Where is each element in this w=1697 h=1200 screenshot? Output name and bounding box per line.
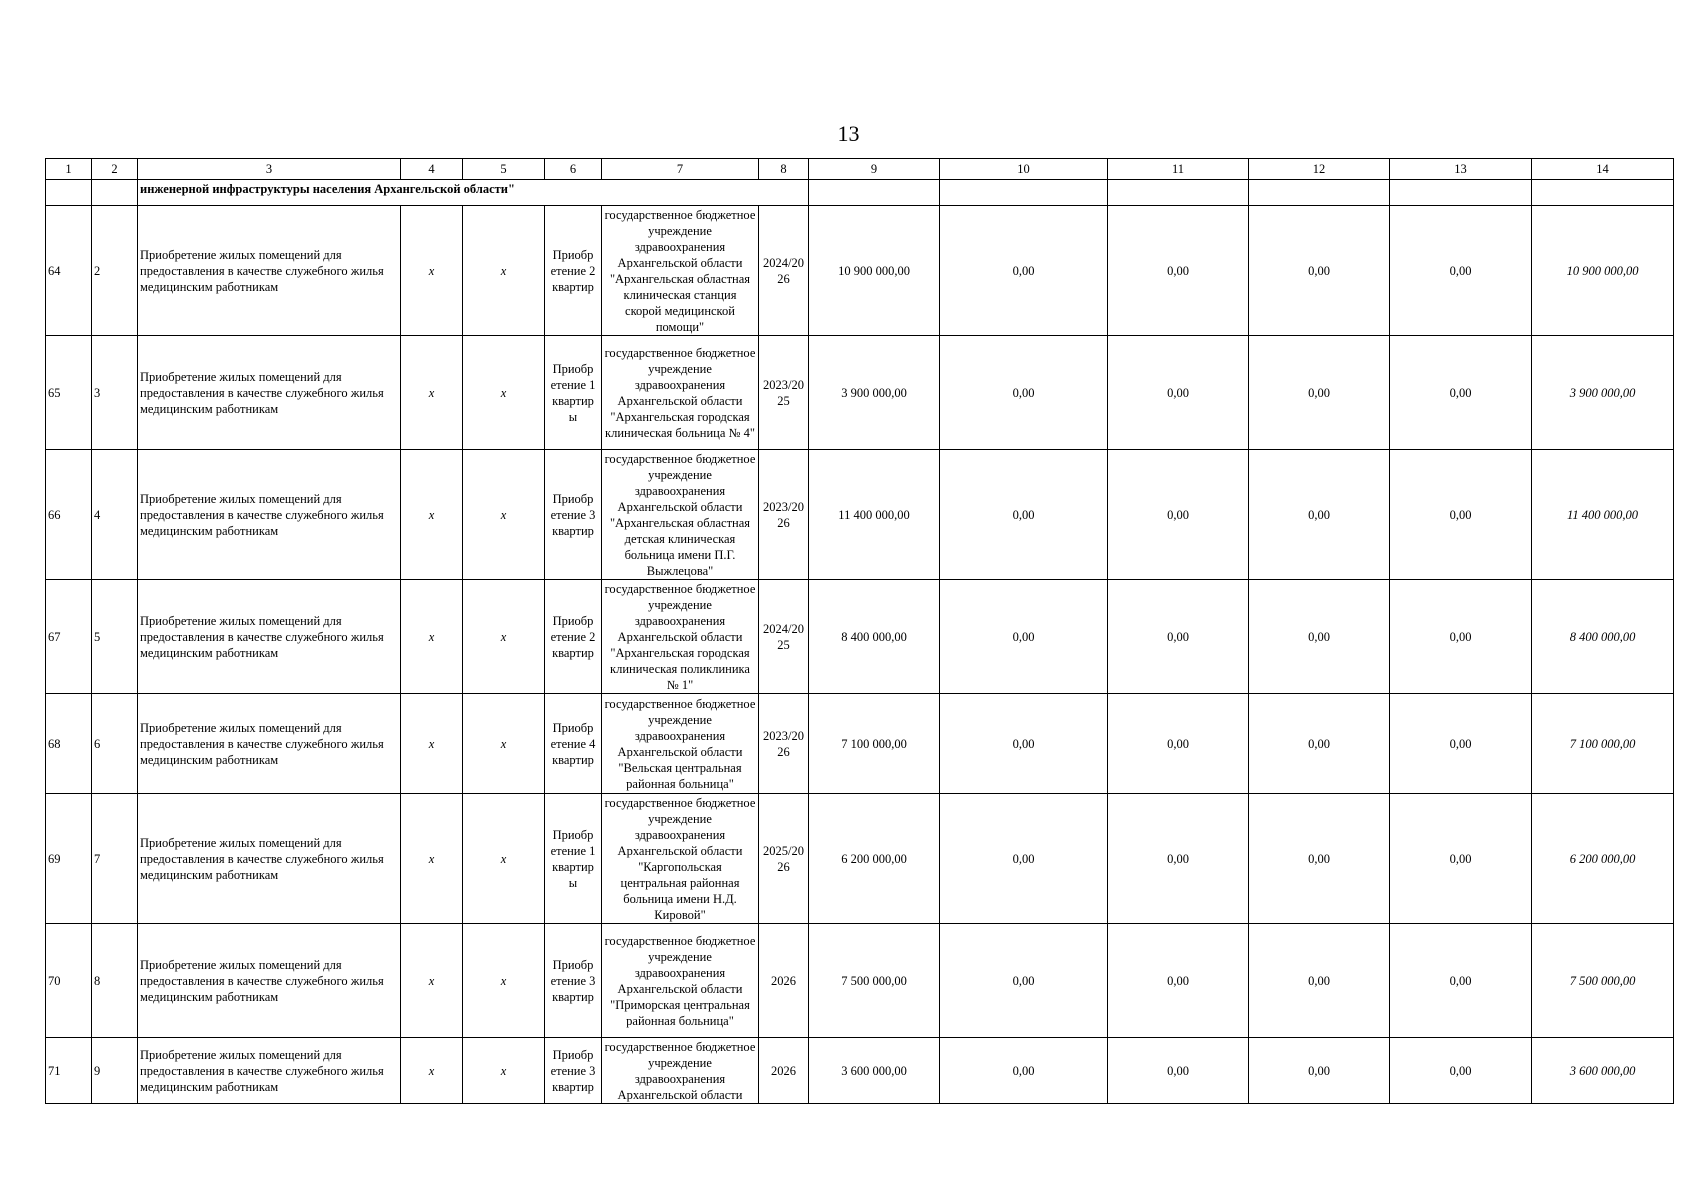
row-number: 64	[46, 206, 92, 336]
amount-total: 6 200 000,00	[1532, 794, 1674, 924]
table-row	[46, 694, 1674, 794]
col-5-value: x	[463, 336, 545, 450]
amount-col-9: 11 400 000,00	[809, 450, 940, 580]
col-4-value: x	[401, 1038, 463, 1104]
row-number: 65	[46, 336, 92, 450]
amount-col-9: 6 200 000,00	[809, 794, 940, 924]
table-row	[46, 924, 1674, 1038]
amount-total: 3 600 000,00	[1532, 1038, 1674, 1104]
row-number: 70	[46, 924, 92, 1038]
amount-total: 3 900 000,00	[1532, 336, 1674, 450]
section-header-row	[46, 180, 1674, 206]
amount-total: 7 100 000,00	[1532, 694, 1674, 794]
amount-col-13: 0,00	[1390, 794, 1532, 924]
amount-col-9: 3 900 000,00	[809, 336, 940, 450]
period: 2026	[759, 1038, 809, 1104]
amount-col-12: 0,00	[1249, 924, 1390, 1038]
amount-col-11: 0,00	[1108, 206, 1249, 336]
result-description: Приобр етение 2 квартир	[545, 580, 602, 694]
table-row	[46, 1038, 1674, 1104]
row-number: 71	[46, 1038, 92, 1104]
measure-name: Приобретение жилых помещений для предоставления в качестве служебного жилья медицинским работникам	[138, 794, 401, 924]
result-description: Приобр етение 1 квартир ы	[545, 794, 602, 924]
column-number: 11	[1108, 159, 1249, 180]
table-row	[46, 206, 1674, 336]
period: 2025/20 26	[759, 794, 809, 924]
amount-col-11: 0,00	[1108, 794, 1249, 924]
col-4-value: x	[401, 694, 463, 794]
amount-col-11: 0,00	[1108, 1038, 1249, 1104]
amount-col-10: 0,00	[940, 694, 1108, 794]
amount-col-10: 0,00	[940, 206, 1108, 336]
amount-total: 8 400 000,00	[1532, 580, 1674, 694]
institution-name: государственное бюджетное учреждение здравоохранения Архангельской области "Архангельская областная клиническая станция скорой медицинской помощи"	[602, 206, 759, 336]
col-5-value: x	[463, 1038, 545, 1104]
column-number: 5	[463, 159, 545, 180]
sub-number: 8	[92, 924, 138, 1038]
amount-col-13: 0,00	[1390, 450, 1532, 580]
measure-name: Приобретение жилых помещений для предоставления в качестве служебного жилья медицинским работникам	[138, 694, 401, 794]
amount-col-9: 8 400 000,00	[809, 580, 940, 694]
table-row	[46, 794, 1674, 924]
column-number: 14	[1532, 159, 1674, 180]
amount-col-12: 0,00	[1249, 1038, 1390, 1104]
amount-col-13: 0,00	[1390, 924, 1532, 1038]
column-number: 12	[1249, 159, 1390, 180]
amount-col-10: 0,00	[940, 1038, 1108, 1104]
period: 2023/20 25	[759, 336, 809, 450]
column-number: 9	[809, 159, 940, 180]
result-description: Приобр етение 3 квартир	[545, 1038, 602, 1104]
result-description: Приобр етение 2 квартир	[545, 206, 602, 336]
row-number: 68	[46, 694, 92, 794]
table-row	[46, 580, 1674, 694]
measure-name: Приобретение жилых помещений для предоставления в качестве служебного жилья медицинским работникам	[138, 206, 401, 336]
table-row	[46, 450, 1674, 580]
amount-col-10: 0,00	[940, 794, 1108, 924]
amount-col-13: 0,00	[1390, 336, 1532, 450]
column-number-row	[46, 159, 1674, 180]
column-number: 6	[545, 159, 602, 180]
amount-col-13: 0,00	[1390, 580, 1532, 694]
institution-name: государственное бюджетное учреждение здравоохранения Архангельской области "Архангельская городская клиническая поликлиника № 1"	[602, 580, 759, 694]
period: 2024/20 25	[759, 580, 809, 694]
table-row	[46, 336, 1674, 450]
amount-col-13: 0,00	[1390, 1038, 1532, 1104]
period: 2026	[759, 924, 809, 1038]
amount-col-9: 7 100 000,00	[809, 694, 940, 794]
amount-col-13: 0,00	[1390, 694, 1532, 794]
amount-col-13: 0,00	[1390, 206, 1532, 336]
amount-col-12: 0,00	[1249, 794, 1390, 924]
institution-name: государственное бюджетное учреждение здравоохранения Архангельской области	[602, 1038, 759, 1104]
amount-col-9: 10 900 000,00	[809, 206, 940, 336]
period: 2024/20 26	[759, 206, 809, 336]
col-4-value: x	[401, 924, 463, 1038]
amount-col-11: 0,00	[1108, 694, 1249, 794]
budget-table	[45, 158, 1674, 1104]
amount-total: 11 400 000,00	[1532, 450, 1674, 580]
page-number: 13	[837, 121, 860, 146]
amount-col-11: 0,00	[1108, 580, 1249, 694]
institution-name: государственное бюджетное учреждение здравоохранения Архангельской области "Вельская центральная районная больница"	[602, 694, 759, 794]
col-4-value: x	[401, 336, 463, 450]
result-description: Приобр етение 3 квартир	[545, 450, 602, 580]
column-number: 2	[92, 159, 138, 180]
col-4-value: x	[401, 580, 463, 694]
sub-number: 7	[92, 794, 138, 924]
column-number: 4	[401, 159, 463, 180]
period: 2023/20 26	[759, 694, 809, 794]
institution-name: государственное бюджетное учреждение здравоохранения Архангельской области "Архангельская областная детская клиническая больница имени П.Г. Выжлецова"	[602, 450, 759, 580]
period: 2023/20 26	[759, 450, 809, 580]
institution-name: государственное бюджетное учреждение здравоохранения Архангельской области "Архангельская городская клиническая больница № 4"	[602, 336, 759, 450]
amount-col-9: 3 600 000,00	[809, 1038, 940, 1104]
col-5-value: x	[463, 794, 545, 924]
col-4-value: x	[401, 450, 463, 580]
amount-col-12: 0,00	[1249, 450, 1390, 580]
row-number: 66	[46, 450, 92, 580]
sub-number: 6	[92, 694, 138, 794]
sub-number: 3	[92, 336, 138, 450]
sub-number: 5	[92, 580, 138, 694]
column-number: 13	[1390, 159, 1532, 180]
section-title: инженерной инфраструктуры населения Архангельской области"	[138, 180, 809, 206]
sub-number: 9	[92, 1038, 138, 1104]
row-number: 69	[46, 794, 92, 924]
row-number: 67	[46, 580, 92, 694]
col-4-value: x	[401, 794, 463, 924]
column-number: 3	[138, 159, 401, 180]
institution-name: государственное бюджетное учреждение здравоохранения Архангельской области "Каргопольская центральная районная больница имени Н.Д. Кировой"	[602, 794, 759, 924]
col-5-value: x	[463, 694, 545, 794]
amount-col-9: 7 500 000,00	[809, 924, 940, 1038]
result-description: Приобр етение 4 квартир	[545, 694, 602, 794]
result-description: Приобр етение 1 квартир ы	[545, 336, 602, 450]
amount-col-10: 0,00	[940, 450, 1108, 580]
column-number: 8	[759, 159, 809, 180]
amount-col-12: 0,00	[1249, 206, 1390, 336]
col-4-value: x	[401, 206, 463, 336]
amount-col-11: 0,00	[1108, 336, 1249, 450]
measure-name: Приобретение жилых помещений для предоставления в качестве служебного жилья медицинским работникам	[138, 580, 401, 694]
col-5-value: x	[463, 580, 545, 694]
amount-col-10: 0,00	[940, 580, 1108, 694]
amount-col-12: 0,00	[1249, 694, 1390, 794]
result-description: Приобр етение 3 квартир	[545, 924, 602, 1038]
amount-total: 7 500 000,00	[1532, 924, 1674, 1038]
amount-col-11: 0,00	[1108, 924, 1249, 1038]
amount-total: 10 900 000,00	[1532, 206, 1674, 336]
sub-number: 2	[92, 206, 138, 336]
col-5-value: x	[463, 924, 545, 1038]
measure-name: Приобретение жилых помещений для предоставления в качестве служебного жилья медицинским работникам	[138, 924, 401, 1038]
col-5-value: x	[463, 206, 545, 336]
amount-col-12: 0,00	[1249, 580, 1390, 694]
col-5-value: x	[463, 450, 545, 580]
measure-name: Приобретение жилых помещений для предоставления в качестве служебного жилья медицинским работникам	[138, 1038, 401, 1104]
column-number: 1	[46, 159, 92, 180]
amount-col-12: 0,00	[1249, 336, 1390, 450]
column-number: 7	[602, 159, 759, 180]
measure-name: Приобретение жилых помещений для предоставления в качестве служебного жилья медицинским работникам	[138, 450, 401, 580]
column-number: 10	[940, 159, 1108, 180]
amount-col-10: 0,00	[940, 924, 1108, 1038]
sub-number: 4	[92, 450, 138, 580]
amount-col-11: 0,00	[1108, 450, 1249, 580]
amount-col-10: 0,00	[940, 336, 1108, 450]
measure-name: Приобретение жилых помещений для предоставления в качестве служебного жилья медицинским работникам	[138, 336, 401, 450]
institution-name: государственное бюджетное учреждение здравоохранения Архангельской области "Приморская центральная районная больница"	[602, 924, 759, 1038]
